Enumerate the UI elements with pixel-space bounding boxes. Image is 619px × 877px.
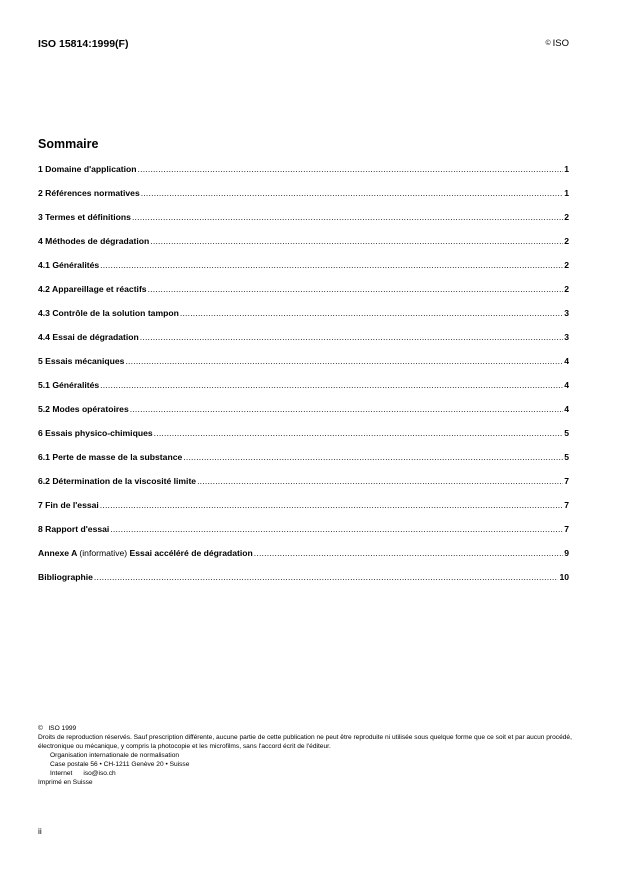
toc-entry-page: 9 — [564, 548, 569, 558]
toc-entry-label: 4.4 Essai de dégradation — [38, 332, 139, 342]
dot-leader — [141, 188, 563, 198]
toc-entry-4-4[interactable] — [38, 332, 569, 356]
dot-leader — [183, 452, 563, 462]
toc-entry-label: 5 Essais mécaniques — [38, 356, 125, 366]
toc-entry-5[interactable] — [38, 356, 569, 380]
table-of-contents — [38, 164, 569, 596]
toc-entry-label: 6.2 Détermination de la viscosité limite — [38, 476, 197, 486]
toc-entry-page: 5 — [564, 452, 569, 462]
copyright-notice — [38, 724, 578, 787]
toc-entry-page: 3 — [564, 308, 569, 318]
dot-leader — [197, 476, 563, 486]
toc-entry-6-1[interactable] — [38, 452, 569, 476]
toc-entry-page: 2 — [564, 260, 569, 270]
toc-entry-page: 4 — [564, 380, 569, 390]
dot-leader — [138, 164, 564, 174]
toc-entry-page: 5 — [564, 428, 569, 438]
toc-entry-page: 2 — [564, 212, 569, 222]
toc-entry-label: 8 Rapport d'essai — [38, 524, 110, 534]
dot-leader — [100, 260, 563, 270]
dot-leader — [125, 356, 563, 366]
dot-leader — [254, 548, 563, 558]
page-number: ii — [38, 826, 42, 836]
toc-entry-5-2[interactable] — [38, 404, 569, 428]
dot-leader — [94, 572, 559, 582]
toc-entry-label: 5.2 Modes opératoires — [38, 404, 129, 414]
toc-entry-4[interactable] — [38, 236, 569, 260]
dot-leader — [140, 332, 563, 342]
toc-entry-3[interactable] — [38, 212, 569, 236]
toc-entry-1[interactable] — [38, 164, 569, 188]
copyright-header — [545, 38, 569, 49]
toc-entry-page: 1 — [564, 164, 569, 174]
toc-entry-page: 10 — [559, 572, 569, 582]
toc-entry-label: 3 Termes et définitions — [38, 212, 131, 222]
toc-entry-page: 7 — [564, 524, 569, 534]
toc-entry-label: 6 Essais physico-chimiques — [38, 428, 153, 438]
dot-leader — [100, 500, 563, 510]
toc-entry-page: 2 — [564, 236, 569, 246]
org-name: Organisation internationale de normalisation — [50, 752, 180, 759]
printed-in: Imprimé en Suisse — [38, 779, 93, 786]
annex-label: Essai accéléré de dégradation — [129, 548, 253, 558]
rights-text: Droits de reproduction réservés. Sauf prescription différente, aucune partie de cette publication ne peut être reproduite ni utilisée sous quelque forme que ce soit et par aucun procédé, électronique ou mécanique, y compris la photocopie et les microfilms, sans l'accord écrit de l'éditeur. — [38, 734, 572, 750]
toc-entry-6-2[interactable] — [38, 476, 569, 500]
document-id: ISO 15814:1999(F) — [38, 38, 129, 50]
dot-leader — [130, 404, 563, 414]
toc-entry-label: 4.1 Généralités — [38, 260, 100, 270]
toc-entry-bibliography[interactable] — [38, 572, 569, 596]
toc-entry-2[interactable] — [38, 188, 569, 212]
toc-entry-page: 4 — [564, 356, 569, 366]
toc-entry-page: 2 — [564, 284, 569, 294]
toc-entry-label: 6.1 Perte de masse de la substance — [38, 452, 183, 462]
toc-entry-4-3[interactable] — [38, 308, 569, 332]
dot-leader — [154, 428, 564, 438]
toc-entry-8[interactable] — [38, 524, 569, 548]
toc-entry-label: 2 Références normatives — [38, 188, 140, 198]
header-org: ISO — [552, 38, 569, 49]
toc-entry-label: 7 Fin de l'essai — [38, 500, 99, 510]
toc-entry-4-2[interactable] — [38, 284, 569, 308]
toc-entry-page: 3 — [564, 332, 569, 342]
toc-entry-6[interactable] — [38, 428, 569, 452]
toc-entry-5-1[interactable] — [38, 380, 569, 404]
toc-entry-label: 4.2 Appareillage et réactifs — [38, 284, 147, 294]
dot-leader — [110, 524, 563, 534]
toc-entry-page: 7 — [564, 476, 569, 486]
dot-leader — [148, 284, 564, 294]
toc-entry-label — [38, 548, 253, 558]
toc-entry-page: 7 — [564, 500, 569, 510]
annex-prefix: Annexe A — [38, 548, 77, 558]
toc-title: Sommaire — [38, 137, 99, 151]
copyright-symbol: © — [545, 40, 551, 47]
toc-entry-4-1[interactable] — [38, 260, 569, 284]
toc-entry-annex-a[interactable] — [38, 548, 569, 572]
toc-entry-label: 1 Domaine d'application — [38, 164, 137, 174]
toc-entry-7[interactable] — [38, 500, 569, 524]
dot-leader — [180, 308, 563, 318]
toc-entry-page: 4 — [564, 404, 569, 414]
dot-leader — [132, 212, 563, 222]
dot-leader — [150, 236, 563, 246]
toc-entry-label: Bibliographie — [38, 572, 93, 582]
dot-leader — [100, 380, 563, 390]
internet-contact: Internet iso@iso.ch — [50, 770, 116, 777]
postal-address: Case postale 56 • CH-1211 Genève 20 • Suisse — [50, 761, 190, 768]
annex-note: (informative) — [79, 548, 128, 558]
toc-entry-page: 1 — [564, 188, 569, 198]
toc-entry-label: 4.3 Contrôle de la solution tampon — [38, 308, 179, 318]
toc-entry-label: 4 Méthodes de dégradation — [38, 236, 150, 246]
copyright-line: © ISO 1999 — [38, 725, 77, 732]
toc-entry-label: 5.1 Généralités — [38, 380, 100, 390]
